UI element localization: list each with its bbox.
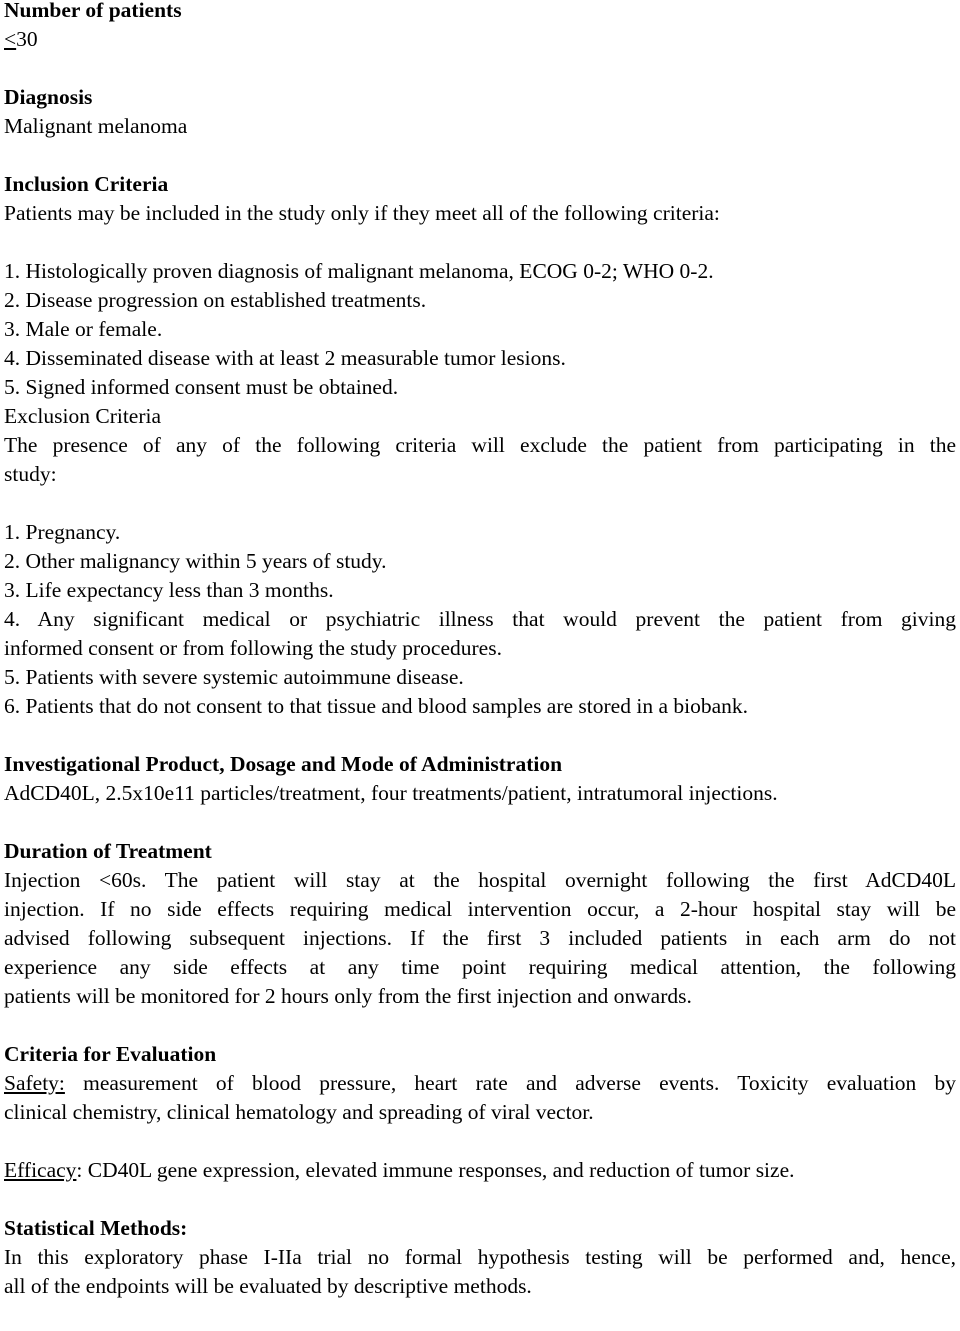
diagnosis-heading: Diagnosis: [4, 85, 93, 109]
exclusion-item: 5. Patients with severe systemic autoimmune disease.: [4, 665, 464, 689]
exclusion-criteria-intro-line: The presence of any of the following criteria will exclude the patient from participating in the: [4, 433, 956, 457]
diagnosis-text: Malignant melanoma: [4, 114, 188, 138]
inclusion-item: 3. Male or female.: [4, 317, 163, 341]
duration-text-line: injection. If no side effects requiring medical intervention occur, a 2-hour hospital stay will be: [4, 897, 956, 921]
exclusion-item: 1. Pregnancy.: [4, 520, 121, 544]
safety-line: [4, 1069, 956, 1098]
inclusion-item: 1. Histologically proven diagnosis of malignant melanoma, ECOG 0-2; WHO 0-2.: [4, 259, 714, 283]
inclusion-criteria-heading: Inclusion Criteria: [4, 172, 169, 196]
duration-text-line: advised following subsequent injections. If the first 3 included patients in each arm do not: [4, 926, 956, 950]
inclusion-criteria-intro: Patients may be included in the study only if they meet all of the following criteria:: [4, 201, 720, 225]
efficacy-line: [4, 1156, 956, 1185]
safety-label: Safety:: [4, 1071, 65, 1095]
duration-text-line: experience any side effects at any time point requiring medical attention, the following: [4, 955, 956, 979]
duration-text-line: Injection <60s. The patient will stay at the hospital overnight following the first AdCD40L: [4, 868, 956, 892]
exclusion-item: 4. Any significant medical or psychiatric illness that would prevent the patient from giving: [4, 607, 956, 631]
number-of-patients-number: 30: [16, 27, 38, 51]
safety-text: measurement of blood pressure, heart rate and adverse events. Toxicity evaluation by: [64, 1071, 956, 1095]
duration-text-line: patients will be monitored for 2 hours only from the first injection and onwards.: [4, 984, 692, 1008]
statistical-methods-line: all of the endpoints will be evaluated by descriptive methods.: [4, 1274, 532, 1298]
investigational-product-heading: Investigational Product, Dosage and Mode of Administration: [4, 752, 563, 776]
number-of-patients-heading: Number of patients: [4, 0, 182, 22]
less-or-equal-symbol: <: [4, 27, 17, 51]
investigational-product-text: AdCD40L, 2.5x10e11 particles/treatment, four treatments/patient, intratumoral injections.: [4, 781, 778, 805]
protocol-synopsis-page: [4, 0, 956, 1301]
inclusion-item: 2. Disease progression on established treatments.: [4, 288, 427, 312]
efficacy-label: Efficacy: [4, 1158, 77, 1182]
duration-heading: Duration of Treatment: [4, 839, 212, 863]
inclusion-item: 4. Disseminated disease with at least 2 measurable tumor lesions.: [4, 346, 566, 370]
exclusion-item: 3. Life expectancy less than 3 months.: [4, 578, 334, 602]
exclusion-item: 6. Patients that do not consent to that tissue and blood samples are stored in a biobank.: [4, 694, 749, 718]
number-of-patients-value: [4, 25, 956, 54]
evaluation-heading: Criteria for Evaluation: [4, 1042, 217, 1066]
exclusion-item-continued: informed consent or from following the study procedures.: [4, 636, 502, 660]
statistical-methods-line: In this exploratory phase I-IIa trial no formal hypothesis testing will be performed and, hence,: [4, 1245, 956, 1269]
exclusion-criteria-intro-line: study:: [4, 462, 57, 486]
exclusion-item: 2. Other malignancy within 5 years of study.: [4, 549, 387, 573]
efficacy-text: : CD40L gene expression, elevated immune responses, and reduction of tumor size.: [76, 1158, 795, 1182]
statistical-methods-heading: Statistical Methods:: [4, 1216, 188, 1240]
exclusion-criteria-heading: Exclusion Criteria: [4, 404, 162, 428]
safety-line-continued: clinical chemistry, clinical hematology and spreading of viral vector.: [4, 1100, 594, 1124]
inclusion-item: 5. Signed informed consent must be obtained.: [4, 375, 399, 399]
